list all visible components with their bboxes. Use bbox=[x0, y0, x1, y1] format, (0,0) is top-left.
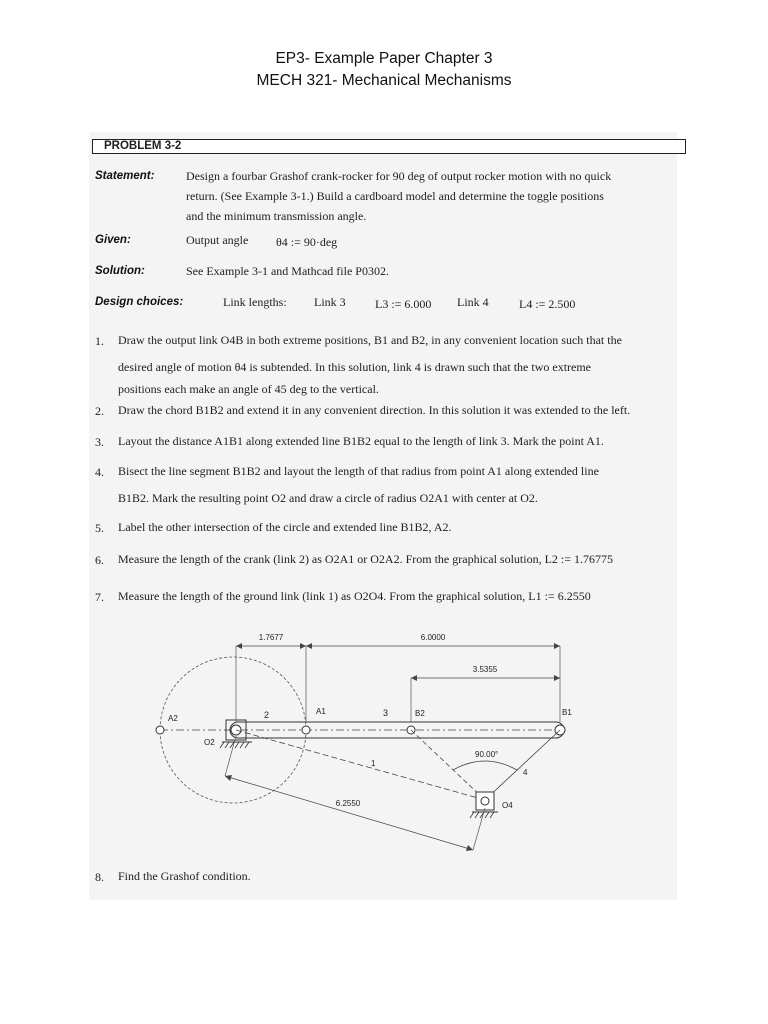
step-7-number: 7. bbox=[95, 590, 104, 604]
step-3-number: 3. bbox=[95, 435, 104, 449]
step-8-line-1: Find the Grashof condition. bbox=[118, 869, 251, 883]
o2-hatch bbox=[220, 742, 249, 748]
step-2-number: 2. bbox=[95, 404, 104, 418]
dim-ground-label: 6.2550 bbox=[335, 799, 361, 808]
course-title: MECH 321- Mechanical Mechanisms bbox=[256, 72, 512, 89]
statement-line-2: return. (See Example 3-1.) Build a cardboard model and determine the toggle positions bbox=[186, 189, 604, 203]
joint-a2 bbox=[156, 726, 164, 734]
label-a1: A1 bbox=[316, 707, 326, 716]
label-b1: B1 bbox=[562, 708, 572, 717]
label-a2: A2 bbox=[168, 714, 178, 723]
label-link-4: 4 bbox=[523, 768, 528, 777]
page-title: EP3- Example Paper Chapter 3 bbox=[275, 50, 493, 67]
link3-label: Link 3 bbox=[314, 295, 346, 309]
step-1-number: 1. bbox=[95, 334, 104, 348]
link3-value: L3 := 6.000 bbox=[375, 297, 432, 311]
step-6-line-1: Measure the length of the crank (link 2) as O2A1 or O2A2. From the graphical solution, L2 := 1.76775 bbox=[118, 552, 613, 566]
step-4-line-1: Bisect the line segment B1B2 and layout the length of that radius from point A1 along extended line bbox=[118, 464, 599, 478]
dim-half-chord-label: 3.5355 bbox=[472, 665, 498, 674]
angle-arc bbox=[453, 761, 517, 770]
solution-text: See Example 3-1 and Mathcad file P0302. bbox=[186, 264, 389, 278]
link4-label: Link 4 bbox=[457, 295, 489, 309]
link-4-b1 bbox=[485, 730, 560, 800]
problem-header: PROBLEM 3-2 bbox=[92, 139, 686, 154]
given-value: θ4 := 90·deg bbox=[276, 235, 338, 249]
dim-crank-label: 1.7677 bbox=[258, 633, 284, 642]
label-link-1: 1 bbox=[371, 759, 376, 768]
o4-hatch bbox=[470, 812, 494, 818]
joint-a1 bbox=[302, 726, 310, 734]
label-link-2: 2 bbox=[264, 710, 270, 720]
dim-ground-line bbox=[225, 776, 473, 850]
label-o2: O2 bbox=[204, 738, 215, 747]
step-2-line-1: Draw the chord B1B2 and extend it in any convenient direction. In this solution it was extended to the left. bbox=[118, 403, 631, 417]
statement-line-1: Design a fourbar Grashof crank-rocker for 90 deg of output rocker motion with no quick bbox=[186, 169, 612, 183]
design-choices-label: Design choices: bbox=[95, 296, 184, 308]
step-1-line-1: Draw the output link O4B in both extreme positions, B1 and B2, in any convenient location such that the bbox=[118, 333, 622, 347]
link4-value: L4 := 2.500 bbox=[519, 297, 576, 311]
step-6-number: 6. bbox=[95, 553, 104, 567]
step-1-line-2: desired angle of motion θ4 is subtended. In this solution, link 4 is drawn such that the two extreme bbox=[118, 360, 592, 374]
solution-label: Solution: bbox=[95, 265, 145, 277]
label-o4: O4 bbox=[502, 801, 513, 810]
label-angle: 90.00° bbox=[475, 750, 499, 759]
step-8-number: 8. bbox=[95, 870, 104, 884]
step-5-number: 5. bbox=[95, 521, 104, 535]
given-label: Given: bbox=[95, 234, 131, 246]
label-link-3: 3 bbox=[383, 708, 389, 718]
statement-line-3: and the minimum transmission angle. bbox=[186, 209, 367, 223]
link-lengths-label: Link lengths: bbox=[223, 295, 287, 309]
step-7-line-1: Measure the length of the ground link (link 1) as O2O4. From the graphical solution, L1 := 6.2550 bbox=[118, 589, 591, 603]
step-3-line-1: Layout the distance A1B1 along extended line B1B2 equal to the length of link 3. Mark the point A1. bbox=[118, 434, 604, 448]
step-4-line-2: B1B2. Mark the resulting point O2 and draw a circle of radius O2A1 with center at O2. bbox=[118, 491, 538, 505]
step-5-line-1: Label the other intersection of the circle and extended line B1B2, A2. bbox=[118, 520, 452, 534]
statement-label: Statement: bbox=[95, 170, 155, 182]
step-1-line-3: positions each make an angle of 45 deg to the vertical. bbox=[118, 382, 379, 396]
given-text: Output angle bbox=[186, 233, 249, 247]
label-b2: B2 bbox=[415, 709, 425, 718]
dim-link3-label: 6.0000 bbox=[420, 633, 446, 642]
step-4-number: 4. bbox=[95, 465, 104, 479]
